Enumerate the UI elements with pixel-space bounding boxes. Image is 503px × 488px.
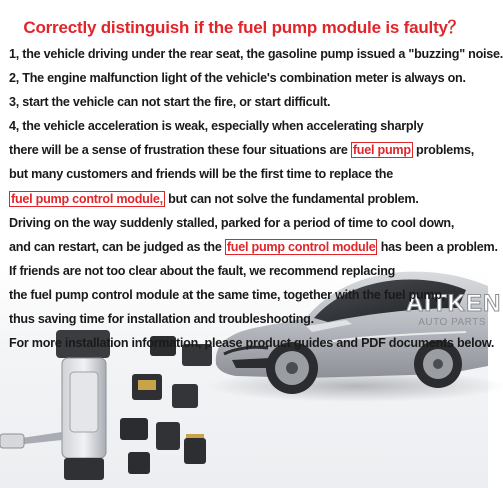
body-text xyxy=(9,42,503,355)
symptom-1: 1, the vehicle driving under the rear seat, the gasoline pump issued a "buzzing" noise. xyxy=(9,47,503,61)
page-title: Correctly distinguish if the fuel pump module is faulty？ xyxy=(23,18,465,37)
text-line-7 xyxy=(9,187,485,211)
highlight-fuel-pump-control-module: fuel pump control module xyxy=(226,239,376,254)
highlight-fuel-pump-control-module: fuel pump control module, xyxy=(11,191,163,206)
text-line-11: the fuel pump control module at the same time, together with the fuel pump, xyxy=(9,287,446,302)
text-line-5 xyxy=(9,138,485,162)
symptom-4: 4, the vehicle acceleration is weak, especially when accelerating sharply xyxy=(9,119,424,134)
brand-name: AITKEN xyxy=(406,290,502,317)
text-line-13: For more installation information, please product guides and PDF documents below. xyxy=(9,336,495,351)
text-segment: there will be a sense of frustration these four situations are xyxy=(9,143,351,158)
symptom-2: 2, The engine malfunction light of the vehicle's combination meter is always on. xyxy=(9,71,466,86)
text-line-10: If friends are not too clear about the fault, we recommend replacing xyxy=(9,263,396,278)
text-line-6: but many customers and friends will be the first time to replace the xyxy=(9,167,393,182)
text-segment: has been a problem. xyxy=(377,239,498,254)
symptom-3: 3, start the vehicle can not start the fire, or start difficult. xyxy=(9,95,331,110)
text-line-8: Driving on the way suddenly stalled, parked for a period of time to cool down, xyxy=(9,215,455,230)
highlight-fuel-pump: fuel pump xyxy=(352,143,411,158)
text-segment: but can not solve the fundamental problem. xyxy=(164,191,419,206)
text-line-12: thus saving time for installation and troubleshooting. xyxy=(9,312,314,327)
text-segment: and can restart, can be judged as the xyxy=(9,239,225,254)
text-segment: problems, xyxy=(412,143,474,158)
brand-subtitle: AUTO PARTS xyxy=(418,317,486,328)
text-line-9 xyxy=(9,235,498,259)
